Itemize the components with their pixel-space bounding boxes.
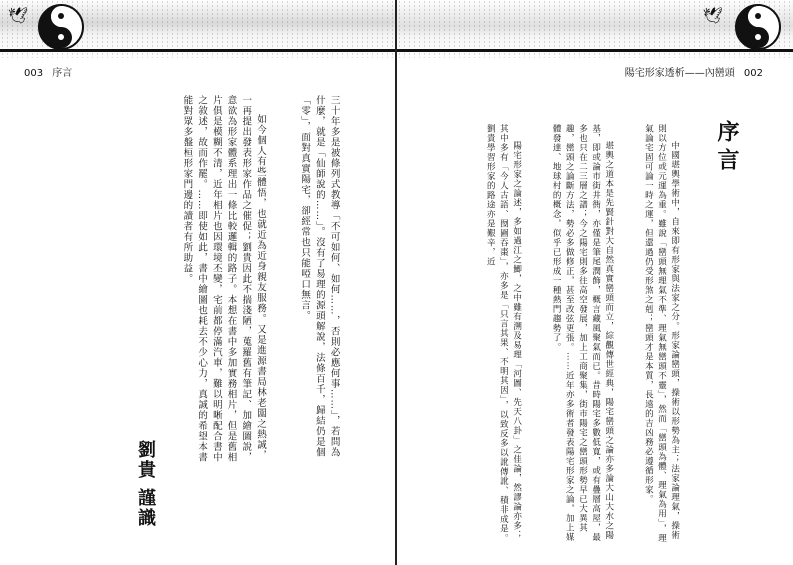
signature: 劉貴 謹識 (135, 440, 156, 529)
yin-yang-icon (735, 4, 781, 50)
right-page-number: 002 (743, 68, 763, 79)
right-running-head (625, 64, 769, 79)
right-paragraph-1: 中國堪輿學術中，自來即有形家與法家之分。形家論巒頭，操術以形勢為主；法家論理氣，操術則以方位或元運為重。雖說「巒頭無理氣不準、理氣無巒頭不靈」，然而「巒頭為體、理氣為用」，理氣論宅固可論一時之運，但還過仍受形煞之剋；巒頭才是本質，長遠的吉凶務必遵循形家。 (643, 124, 680, 543)
right-header-art (397, 0, 793, 58)
left-body-text (146, 95, 370, 465)
left-page-number: 003 (24, 68, 44, 79)
right-body-text (437, 124, 707, 544)
right-paragraph-2: 堪輿之道本是先賢針對大自然真實巒頭而立，綜觀傳世經典，陽宅巒頭之論亦多論大山大水之陽基，即或論市街井衖，亦僅是筆尾潤飾，概言藏風聚氣而已。昔時陽宅多數低寬，或有疊層高屋，最多也只在二三層之譜；今之陽宅則多往高空發展，加上工商聚集，街市陽宅之巒頭形勢早已大異其趣，巒頭之論斷方法，勢必多做修正，甚至改弦更張。……近年亦多術者發表陽宅形家之論，加上媒體發達、地球村的概念，似乎已形成一種熱門趨勢了。 (551, 124, 614, 542)
yin-yang-icon (38, 4, 84, 50)
right-running-title: 陽宅形家透析——內巒頭 (624, 68, 735, 79)
left-paragraph-2: 如今個人有些體悟，也就近為近身親友服務。又是進源書局林老闆之熱誠，一再提出發表形家作品之催促；劉貴因此不揣淺陋，蒐羅舊有筆記、加繪圖說，意欲為形家體系理出一條比較邏輯的路子。本想在書中多加實務相片，但是舊相片俱是模糊不清，近年相片也因環境丕變，宅前都停滿汽車，難以明晰配合書中之敘述，故而作罷。……即使如此，書中繪圖也耗去不少心力，真誠的希望本書能對眾多盤桓形家門邊的讀者有所助益。 (181, 95, 266, 463)
right-page (397, 0, 793, 565)
right-paragraph-3: 陽宅形家之論述，多如過江之鯽，之中雖有溯及易理「河圖、先天八卦」之佳論，然謬論亦多；其中多有「今人古語、囫圇吞棗」，亦多是「只言其果、不明其因」，以致反多以訛傳訛、積非成是。劉貴學習形家的路途亦是艱辛，近 (485, 124, 522, 543)
left-page (0, 0, 396, 565)
left-paragraph-1: 三十年多是被條列式教導「不可如何、如何……，否則必應何事……」，若問為什麼，就是「仙師說的……」。沒有了易理的源頭解說，法條百千，歸結仍是個「零」，面對真實陽宅，卻經常也只能啞口無言。 (299, 95, 340, 458)
left-running-title: 序言 (52, 68, 73, 79)
page-title: 序言 (714, 120, 740, 176)
left-running-head (18, 64, 72, 79)
crane-icon: 🕊 (8, 6, 29, 25)
crane-icon: 🕊 (702, 6, 723, 25)
left-header-art (0, 0, 396, 58)
